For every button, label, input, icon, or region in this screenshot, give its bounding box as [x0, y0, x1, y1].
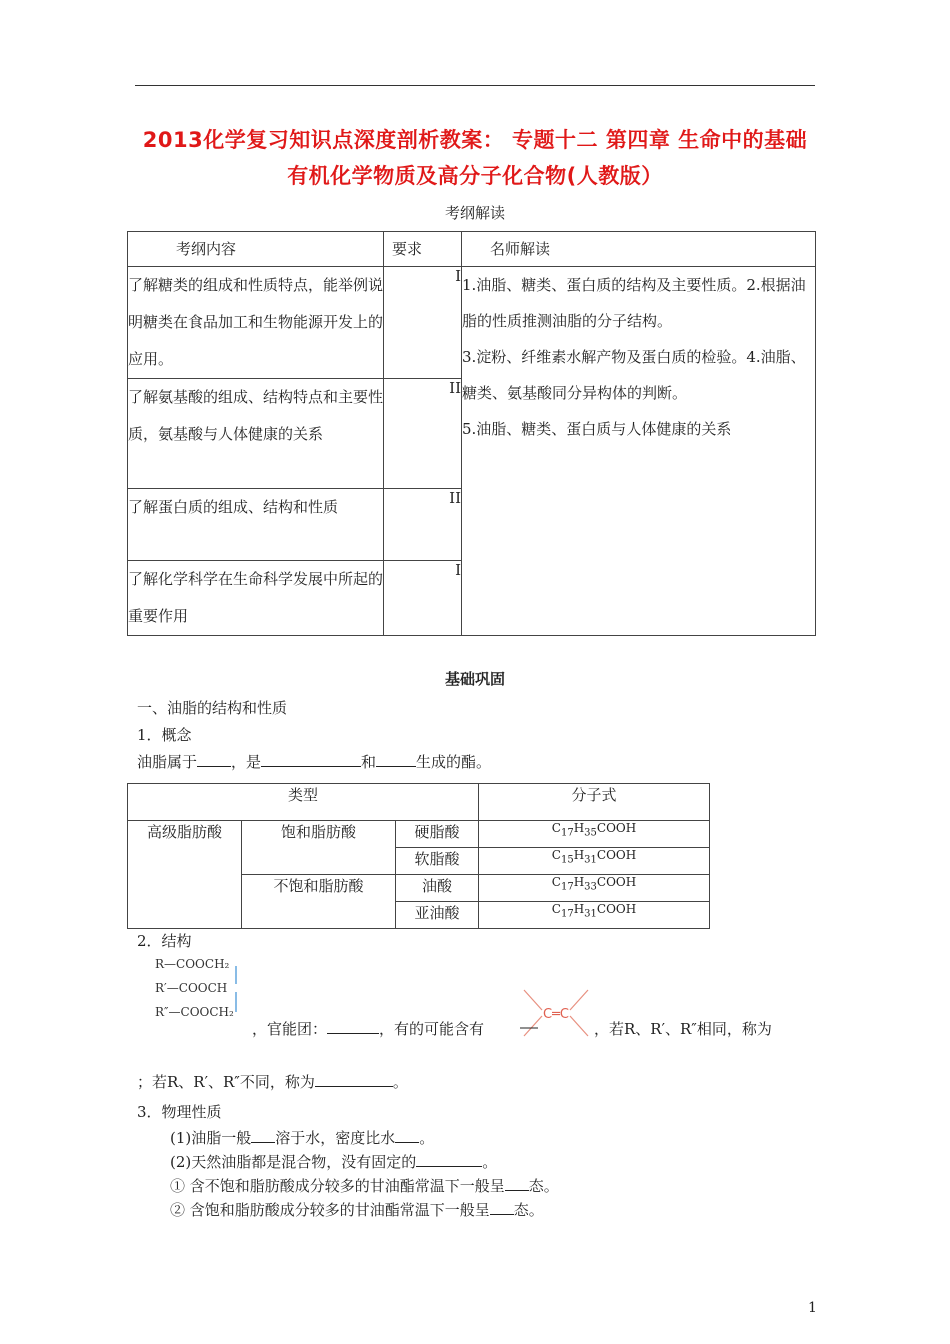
- text: ，官能团：: [252, 1020, 328, 1038]
- level-cell: II: [384, 489, 462, 561]
- acid-formula: $C_{15}H_{31}COOH$: [479, 848, 710, 875]
- header-formula: 分子式: [479, 784, 710, 821]
- content-cell: 了解化学科学在生命科学发展中所起的重要作用: [128, 561, 384, 636]
- header-level: 要求: [392, 240, 423, 258]
- text: 态。: [513, 1201, 544, 1219]
- interpretation-cell: [462, 267, 816, 636]
- table-header-row: [128, 232, 816, 267]
- formula-bracket-icon: [230, 964, 242, 1024]
- text: (2)天然油脂都是混合物，没有固定的: [170, 1153, 417, 1171]
- content-cell: 了解蛋白质的组成、结构和性质: [128, 489, 384, 561]
- double-bond-icon: [520, 986, 592, 1040]
- acid-formula: $C_{17}H_{33}COOH$: [479, 875, 710, 902]
- interpretation-line: 5.油脂、糖类、蛋白质与人体健康的关系: [462, 420, 732, 438]
- text: 生成的酯。: [416, 753, 492, 771]
- blank: [376, 752, 416, 767]
- content-cell: 了解氨基酸的组成、结构特点和主要性质，氨基酸与人体健康的关系: [128, 379, 384, 489]
- text: 。: [419, 1129, 435, 1147]
- acid-formula: $C_{17}H_{31}COOH$: [479, 902, 710, 929]
- saturated-cell: 饱和脂肪酸: [242, 821, 396, 875]
- blank: [505, 1176, 529, 1191]
- level-cell: I: [384, 267, 462, 379]
- structure-sentence-a: [252, 1018, 484, 1039]
- formula-line: R″—COOCH₂: [155, 1005, 234, 1019]
- text: 油脂属于: [137, 753, 198, 771]
- acid-name: 亚油酸: [396, 902, 479, 929]
- header-content: 考纲内容: [176, 240, 237, 258]
- interpretation-line: 3.淀粉、纤维素水解产物及蛋白质的检验。4.油脂、糖类、氨基酸同分异构体的判断。: [462, 348, 806, 402]
- physical-line-3: [170, 1175, 559, 1196]
- page-title-line2: 有机化学物质及高分子化合物(人教版）: [287, 164, 663, 188]
- text: ，是: [231, 753, 262, 771]
- blank: [261, 752, 361, 767]
- blank: [416, 1152, 482, 1167]
- section-title: 基础巩固: [444, 670, 505, 688]
- item-heading: 1．概念: [137, 726, 192, 744]
- blank: [327, 1019, 379, 1034]
- item-heading: 2．结构: [137, 932, 192, 950]
- blank: [315, 1072, 393, 1087]
- page-title-line1: 2013化学复习知识点深度剖析教案： 专题十二 第四章 生命中的基础: [142, 128, 808, 152]
- header-rule: [135, 85, 815, 86]
- acid-name: 油酸: [396, 875, 479, 902]
- table-row: [128, 267, 816, 379]
- blank: [251, 1128, 275, 1143]
- structure-sentence-b: ，若R、R′、R″相同，称为: [594, 1020, 772, 1038]
- syllabus-table: [127, 231, 816, 636]
- structure-sentence-c: [137, 1071, 408, 1092]
- text: (1)油脂一般: [170, 1129, 252, 1147]
- acid-name: 硬脂酸: [396, 821, 479, 848]
- text: 。: [482, 1153, 498, 1171]
- part-heading: 一、油脂的结构和性质: [137, 699, 288, 717]
- level-cell: II: [384, 379, 462, 489]
- concept-sentence: [137, 751, 491, 772]
- table-row: [128, 821, 710, 848]
- text: 和: [361, 753, 377, 771]
- bond-label: C═C: [543, 1007, 569, 1022]
- interpretation-line: 1.油脂、糖类、蛋白质的结构及主要性质。2.根据油脂的性质推测油脂的分子结构。: [462, 276, 806, 330]
- table-header-row: [128, 784, 710, 821]
- section-subtitle: 考纲解读: [444, 204, 505, 222]
- header-type: 类型: [128, 784, 479, 821]
- acid-name: 软脂酸: [396, 848, 479, 875]
- text: 。: [392, 1073, 408, 1091]
- blank: [197, 752, 231, 767]
- text: 溶于水，密度比水: [275, 1129, 396, 1147]
- header-interpretation: 名师解读: [490, 240, 551, 258]
- text: ，有的可能含有: [379, 1020, 485, 1038]
- acid-formula: $C_{17}H_{35}COOH$: [479, 821, 710, 848]
- formula-line: R—COOCH₂: [155, 957, 230, 971]
- unsaturated-cell: 不饱和脂肪酸: [242, 875, 396, 929]
- fatty-acid-table: [127, 783, 710, 929]
- formula-line: R′—COOCH: [155, 981, 228, 995]
- content-cell: 了解糖类的组成和性质特点，能举例说明糖类在食品加工和生物能源开发上的应用。: [128, 267, 384, 379]
- blank: [395, 1128, 419, 1143]
- blank: [490, 1200, 514, 1215]
- text: 态。: [528, 1177, 559, 1195]
- page-number: 1: [808, 1300, 817, 1316]
- physical-line-2: [170, 1151, 497, 1172]
- physical-line-4: [170, 1199, 544, 1220]
- text: ；若R、R′、R″不同，称为: [137, 1073, 315, 1091]
- level-cell: I: [384, 561, 462, 636]
- text: ① 含不饱和脂肪酸成分较多的甘油酯常温下一般呈: [170, 1177, 505, 1195]
- physical-line-1: [170, 1127, 434, 1148]
- item-heading: 3．物理性质: [137, 1103, 222, 1121]
- text: ② 含饱和脂肪酸成分较多的甘油酯常温下一般呈: [170, 1201, 490, 1219]
- group-cell: 高级脂肪酸: [128, 821, 242, 929]
